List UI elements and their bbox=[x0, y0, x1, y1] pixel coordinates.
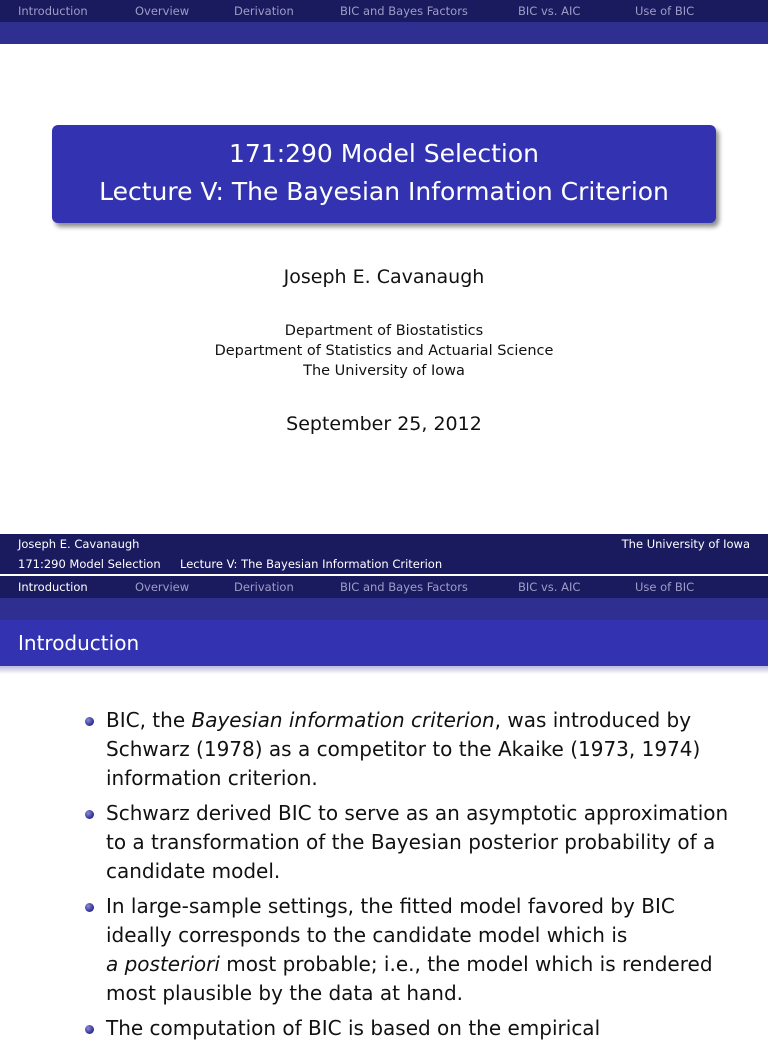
nav2-item-introduction[interactable]: Introduction bbox=[18, 580, 88, 594]
slide2-navbar bbox=[0, 576, 768, 598]
bullet-1: BIC, the Bayesian information criterion, was introduced by Schwarz (1978) as a competitor to the Akaike (1973, 1974) information criterion. bbox=[106, 706, 746, 793]
footer-lecture: Lecture V: The Bayesian Information Criterion bbox=[180, 557, 443, 571]
affiliation-line-2: Department of Statistics and Actuarial Science bbox=[214, 343, 554, 359]
nav2-item-bic-vs-aic[interactable]: BIC vs. AIC bbox=[518, 580, 581, 594]
frame-title-shadow bbox=[0, 666, 768, 674]
footer-title-row bbox=[0, 554, 768, 574]
top-navbar bbox=[0, 0, 768, 22]
navbar-strip bbox=[0, 22, 768, 44]
bullet-2: Schwarz derived BIC to serve as an asymptotic approximation to a transformation of the Bayesian posterior probability of a candidate model. bbox=[106, 799, 746, 886]
bullet-icon bbox=[85, 1025, 94, 1034]
nav-item-use-of-bic[interactable]: Use of BIC bbox=[635, 4, 695, 18]
bullet-icon bbox=[85, 810, 94, 819]
slide2-navbar-strip bbox=[0, 598, 768, 620]
author: Joseph E. Cavanaugh bbox=[283, 266, 485, 288]
bullet-icon bbox=[85, 903, 94, 912]
footer-course: 171:290 Model Selection bbox=[18, 557, 161, 571]
title-box bbox=[52, 125, 716, 223]
presentation-subtitle: Lecture V: The Bayesian Information Criterion bbox=[99, 177, 669, 206]
bullet-3: In large-sample settings, the fitted model favored by BIC ideally corresponds to the candidate model which is a posteriori most probable; i.e., the model which is rendered most plausible by the data at hand. bbox=[106, 892, 746, 1008]
nav2-item-derivation[interactable]: Derivation bbox=[234, 580, 294, 594]
bullet-4: The computation of BIC is based on the empirical bbox=[106, 1014, 746, 1043]
nav-item-introduction[interactable]: Introduction bbox=[18, 4, 88, 18]
footer-author: Joseph E. Cavanaugh bbox=[18, 537, 140, 551]
presentation-date: September 25, 2012 bbox=[286, 413, 482, 435]
nav-item-bic-bayes-factors[interactable]: BIC and Bayes Factors bbox=[340, 4, 468, 18]
affiliation-line-3: The University of Iowa bbox=[303, 363, 465, 379]
bullet-list bbox=[0, 706, 768, 1049]
nav-item-bic-vs-aic[interactable]: BIC vs. AIC bbox=[518, 4, 581, 18]
frame-title: Introduction bbox=[18, 631, 140, 655]
presentation-title: 171:290 Model Selection bbox=[228, 139, 540, 168]
nav-item-overview[interactable]: Overview bbox=[135, 4, 190, 18]
nav2-item-use-of-bic[interactable]: Use of BIC bbox=[635, 580, 695, 594]
nav2-item-bic-bayes-factors[interactable]: BIC and Bayes Factors bbox=[340, 580, 468, 594]
nav2-item-overview[interactable]: Overview bbox=[135, 580, 190, 594]
nav-item-derivation[interactable]: Derivation bbox=[234, 4, 294, 18]
bullet-icon bbox=[85, 717, 94, 726]
footer-author-row bbox=[0, 534, 768, 554]
footer-institution: The University of Iowa bbox=[621, 537, 750, 551]
affiliation-line-1: Department of Biostatistics bbox=[284, 323, 484, 339]
frame-title-bar bbox=[0, 620, 768, 666]
